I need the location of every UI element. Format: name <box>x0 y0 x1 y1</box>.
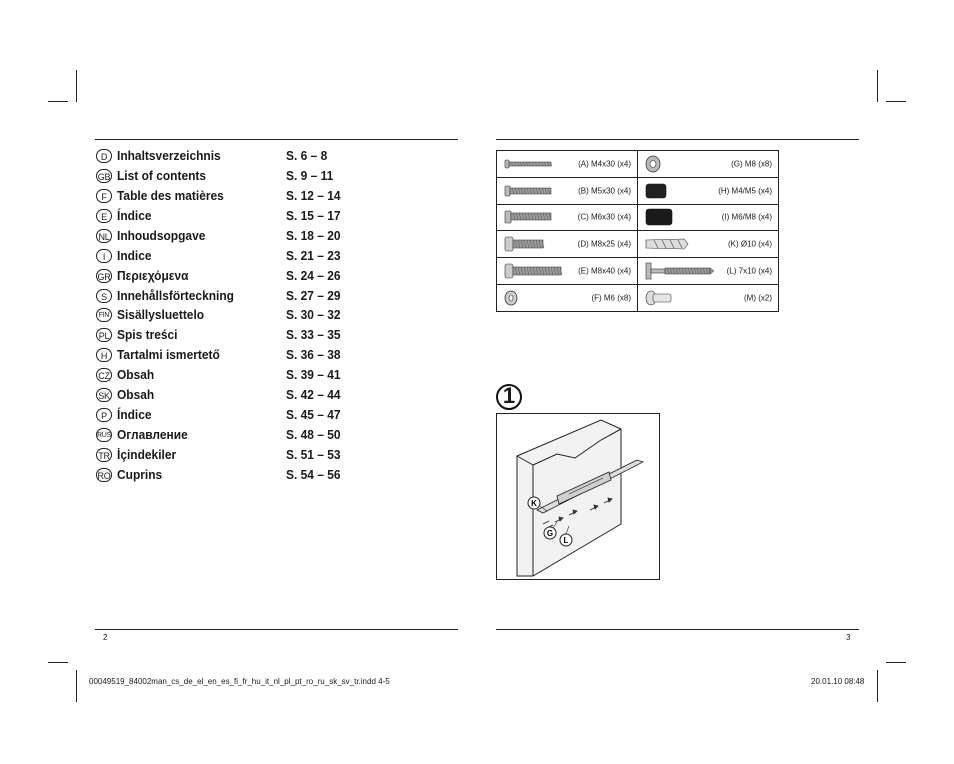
part-cell <box>496 150 638 178</box>
toc-title: Índice <box>117 407 152 423</box>
part-cell <box>496 284 638 312</box>
part-cell <box>637 204 779 232</box>
left-top-rule <box>95 139 458 140</box>
part-cell <box>637 150 779 178</box>
toc-entry <box>96 268 346 286</box>
language-code-badge: H <box>96 348 112 362</box>
toc-pages: S. 54 – 56 <box>286 466 341 482</box>
washer-g-icon <box>644 155 662 173</box>
part-label: (H) M4/M5 (x4) <box>718 186 772 196</box>
toc-entry <box>96 228 346 246</box>
toc-title: Índice <box>117 207 152 223</box>
language-code-badge: SK <box>96 388 112 402</box>
toc-entry <box>96 387 346 405</box>
wall-mount-drawing <box>497 414 661 581</box>
language-code-badge: P <box>96 408 112 422</box>
page-number-left: 2 <box>103 633 108 642</box>
toc-entry <box>96 407 346 425</box>
language-code-badge: GR <box>96 269 112 283</box>
wood-screw-icon <box>644 261 716 281</box>
toc-pages: S. 39 – 41 <box>286 367 341 383</box>
toc-pages: S. 51 – 53 <box>286 446 341 462</box>
parts-table <box>496 150 779 311</box>
page-number-right: 3 <box>846 633 851 642</box>
footer-timestamp: 20.01.10 08:48 <box>811 677 865 686</box>
language-code-badge: TR <box>96 448 112 462</box>
language-code-badge: RUS <box>96 428 112 442</box>
language-code-badge: GB <box>96 169 112 183</box>
part-label: (L) 7x10 (x4) <box>726 266 772 276</box>
spacer-i-icon <box>644 207 674 227</box>
screw-e-icon <box>503 262 563 280</box>
toc-entry <box>96 248 346 266</box>
part-cell <box>637 230 779 258</box>
toc-title: Inhoudsopgave <box>117 227 206 243</box>
toc-title: Obsah <box>117 387 155 403</box>
part-label: (E) M8x40 (x4) <box>578 266 631 276</box>
toc-pages: S. 18 – 20 <box>286 227 341 243</box>
part-cell <box>496 177 638 205</box>
step-number-badge <box>496 384 522 410</box>
toc-title: Περιεχόμενα <box>117 267 189 283</box>
step-1-illustration <box>496 413 660 580</box>
toc-title: Table des matières <box>117 187 224 203</box>
toc-pages: S. 24 – 26 <box>286 267 341 283</box>
toc-entry <box>96 188 346 206</box>
toc-entry <box>96 288 346 306</box>
toc-pages: S. 30 – 32 <box>286 307 341 323</box>
toc-pages: S. 27 – 29 <box>286 287 341 303</box>
toc-entry <box>96 467 346 485</box>
toc-pages: S. 45 – 47 <box>286 407 341 423</box>
toc-title: İçindekiler <box>117 446 177 462</box>
language-code-badge: PL <box>96 328 112 342</box>
left-bottom-rule <box>95 629 458 630</box>
part-cell <box>637 284 779 312</box>
toc-pages: S. 36 – 38 <box>286 347 341 363</box>
language-code-badge: E <box>96 209 112 223</box>
part-label: (G) M8 (x8) <box>731 159 772 169</box>
part-cell <box>496 230 638 258</box>
toc-title: Obsah <box>117 367 155 383</box>
toc-pages: S. 33 – 35 <box>286 327 341 343</box>
toc-pages: S. 48 – 50 <box>286 427 341 443</box>
toc-entry <box>96 168 346 186</box>
language-code-badge: F <box>96 189 112 203</box>
language-code-badge: D <box>96 149 112 163</box>
toc-pages: S. 6 – 8 <box>286 148 328 163</box>
toc-pages: S. 9 – 11 <box>286 167 334 183</box>
part-label: (F) M6 (x8) <box>591 293 631 303</box>
part-label: (I) M6/M8 (x4) <box>721 212 772 222</box>
toc-title: Innehållsförteckning <box>117 287 234 303</box>
toc-entry <box>96 208 346 226</box>
part-label: (C) M6x30 (x4) <box>577 212 631 222</box>
callout-g: G <box>546 529 554 538</box>
toc-pages: S. 42 – 44 <box>286 387 341 403</box>
toc-title: Inhaltsverzeichnis <box>117 148 221 163</box>
language-code-badge: I <box>96 249 112 263</box>
part-label: (A) M4x30 (x4) <box>578 159 631 169</box>
screw-a-icon <box>503 157 553 171</box>
right-bottom-rule <box>496 629 859 630</box>
part-label: (B) M5x30 (x4) <box>578 186 631 196</box>
language-code-badge: CZ <box>96 368 112 382</box>
toc-entry <box>96 427 346 445</box>
screw-b-icon <box>503 184 553 198</box>
screw-d-icon <box>503 235 547 253</box>
toc-pages: S. 15 – 17 <box>286 207 341 223</box>
wall-plug-icon <box>644 236 690 252</box>
toc-title: List of contents <box>117 167 207 183</box>
toc-title: Cuprins <box>117 466 163 482</box>
right-top-rule <box>496 139 859 140</box>
part-cell <box>637 257 779 285</box>
language-code-badge: RO <box>96 468 112 482</box>
footer-filename: 00049519_84002man_cs_de_el_en_es_fi_fr_hu_it_nl_pl_pt_ro_ru_sk_sv_tr.indd 4-5 <box>89 677 390 686</box>
language-code-badge: FIN <box>96 308 112 322</box>
toc-pages: S. 21 – 23 <box>286 247 341 263</box>
toc-entry <box>96 447 346 465</box>
callout-l: L <box>563 536 569 545</box>
toc-entry <box>96 148 346 166</box>
toc-title: Sisällysluettelo <box>117 307 205 323</box>
part-label: (D) M8x25 (x4) <box>577 239 631 249</box>
toc-title: Indice <box>117 247 152 263</box>
toc-entry <box>96 327 346 345</box>
toc-entry <box>96 347 346 365</box>
callout-k: K <box>531 499 537 508</box>
language-code-badge: S <box>96 289 112 303</box>
part-cell <box>637 177 779 205</box>
spacer-h-icon <box>644 182 668 200</box>
part-cell <box>496 204 638 232</box>
part-cell <box>496 257 638 285</box>
toc-entry <box>96 367 346 385</box>
bolt-m-icon <box>644 289 674 307</box>
toc-pages: S. 12 – 14 <box>286 187 341 203</box>
toc-entry <box>96 307 346 325</box>
toc-title: Spis treści <box>117 327 178 343</box>
part-label: (K) Ø10 (x4) <box>727 239 772 249</box>
part-label: (M) (x2) <box>744 293 772 303</box>
toc-title: Оглавление <box>117 427 188 443</box>
screw-c-icon <box>503 209 553 225</box>
washer-f-icon <box>503 290 519 306</box>
language-code-badge: NL <box>96 229 112 243</box>
step-number: 1 <box>502 383 516 408</box>
toc-title: Tartalmi ismertető <box>117 347 220 363</box>
